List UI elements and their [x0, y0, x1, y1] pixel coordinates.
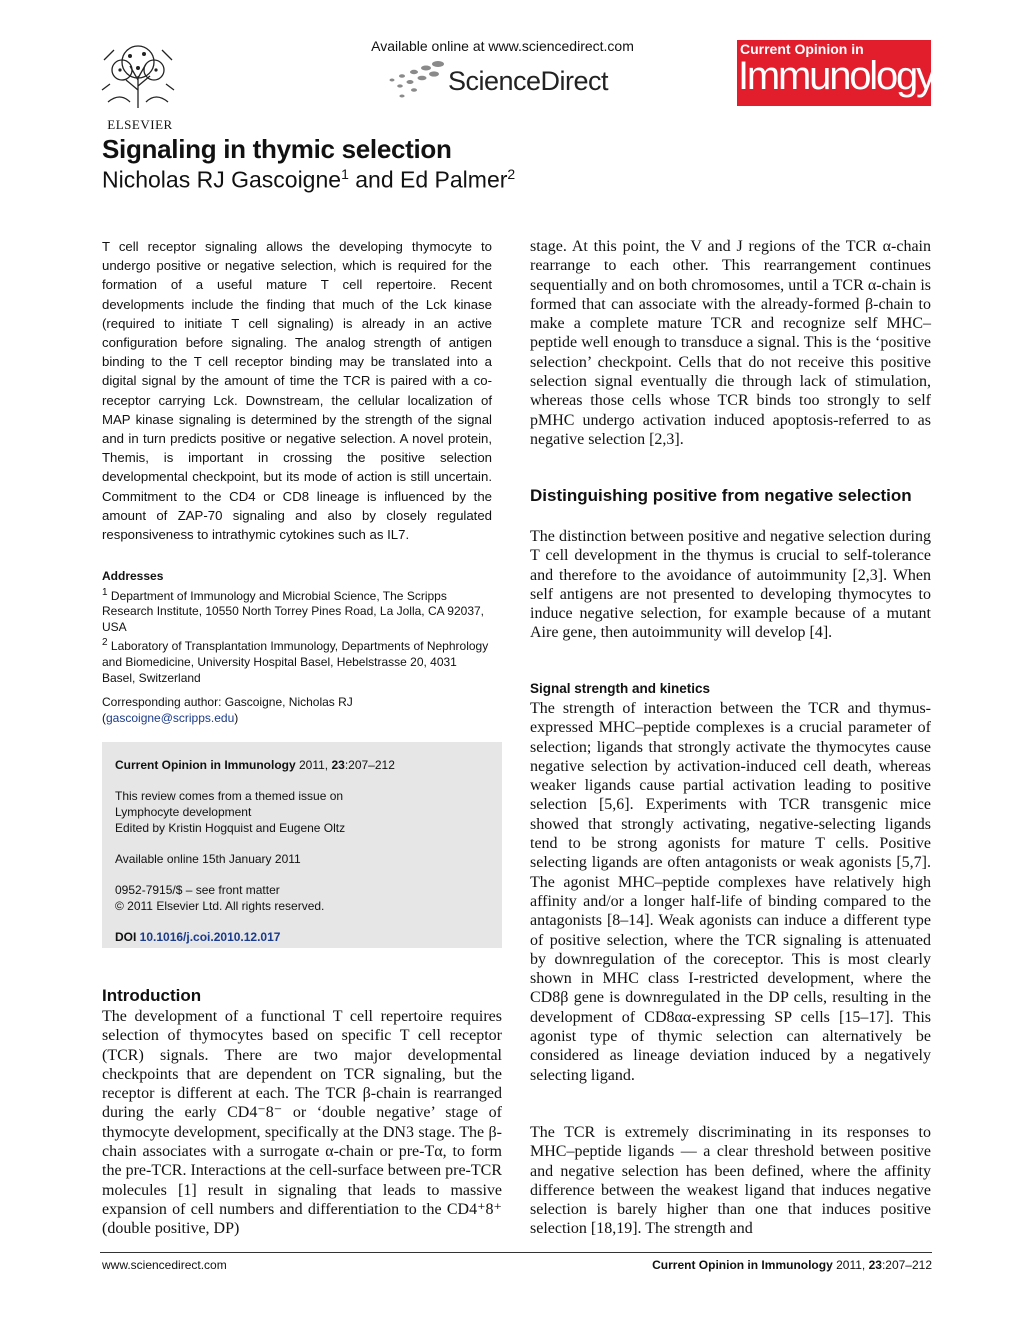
citation	[115, 757, 490, 773]
elsevier-logo	[100, 40, 180, 132]
publisher-name: ELSEVIER	[107, 117, 173, 132]
addresses	[102, 569, 492, 686]
available-date: Available online 15th January 2011	[115, 852, 301, 866]
positive-selection-paragraph: stage. At this point, the V and J regions of the TCR α-chain rearrange to each other. This rearrangement continues sequentially and on both chromosomes, until a TCR α-chain is formed that can associate with the already-formed β-chain to make a complete mature TCR and recognize self MHC–peptide well enough to transduce a signal. This is the ‘positive selection’ checkpoint. Cells that do not receive this positive selection signal eventually die through lack of stimulation, whereas those cells whose TCR binds too strongly to self pMHC undergo activation induced apoptosis-referred to as negative selection [2,3].	[530, 238, 931, 448]
copyright: © 2011 Elsevier Ltd. All rights reserved.	[115, 899, 325, 913]
article-title: Signaling in thymic selection	[102, 134, 452, 164]
citation-year: 2011,	[295, 758, 332, 772]
address-1	[102, 585, 492, 636]
journal-logo-line2: Immunology	[738, 54, 934, 98]
journal-logo-line1: Current Opinion in	[740, 41, 864, 57]
footer-pages: :207–212	[881, 1258, 932, 1272]
corresponding-author	[102, 695, 492, 726]
introduction-heading: Introduction	[102, 986, 202, 1005]
copyright-block	[115, 882, 490, 914]
issn: 0952-7915/$ – see front matter	[115, 883, 280, 897]
article-authors	[102, 166, 515, 194]
themed-line-1: This review comes from a themed issue on	[115, 789, 344, 803]
footer-citation	[640, 1258, 932, 1272]
address-2-sup: 2	[102, 637, 108, 649]
doi-link[interactable]: 10.1016/j.coi.2010.12.017	[139, 930, 281, 944]
subsection-heading-signal-strength: Signal strength and kinetics	[530, 681, 711, 696]
available-online-text[interactable]: Available online at www.sciencedirect.com	[371, 38, 634, 54]
footer-journal: Current Opinion in Immunology	[652, 1258, 833, 1272]
corresponding-email-link[interactable]: gascoigne@scripps.edu	[106, 710, 235, 725]
distinguishing-paragraph: The distinction between positive and negative selection during T cell development in the thymus is crucial to self-tolerance and therefore to the avoidance of autoimmunity [2,3]. When self antigens are not presented to developing thymocytes to induce negative selection, for example because of a mutant Aire gene, then autoimmunity will develop [4].	[530, 528, 931, 642]
sciencedirect-dots-icon	[388, 60, 446, 102]
footer-website[interactable]: www.sciencedirect.com	[102, 1258, 227, 1272]
elsevier-tree-icon	[100, 40, 176, 110]
corresponding-label: Corresponding author: Gascoigne, Nicholas RJ	[102, 695, 353, 709]
section-heading-distinguishing: Distinguishing positive from negative selection	[530, 486, 912, 505]
author-1-affiliation: 1	[341, 166, 349, 182]
abstract: T cell receptor signaling allows the developing thymocyte to undergo positive or negative selection, which is required for the formation of a useful mature T cell repertoire. Recent developments include the finding that much of the Lck kinase (required to initiate T cell signaling) is already in an active configuration before signaling. The analog strength of antigen binding to the T cell receptor binding may be translated into a digital signal by the amount of time the TCR is paired with a co-receptor carrying Lck. Downstream, the cellular localization of MAP kinase signaling is determined by the strength of the signal and in turn predicts positive or negative selection. A novel protein, Themis, is important in crossing the positive selection developmental checkpoint, but its mode of action is still uncertain. Commitment to the CD4 or CD8 lineage is influenced by the amount of ZAP-70 signaling and also by closely regulated responsiveness to intrathymic cytokines such as IL7.	[102, 239, 492, 543]
journal-logo	[737, 40, 934, 106]
author-1: Nicholas RJ Gascoigne	[102, 166, 342, 193]
footer-volume: 23	[868, 1258, 882, 1272]
address-1-sup: 1	[102, 586, 108, 598]
author-2-affiliation: 2	[507, 166, 516, 182]
address-2-text: Laboratory of Transplantation Immunology, Departments of Nephrology and Biomedicine, University Hospital Basel, Hebelstrasse 20, 4031 Basel, Switzerland	[102, 639, 489, 685]
sciencedirect-wordmark: ScienceDirect	[448, 66, 609, 96]
footer-year: 2011,	[832, 1258, 869, 1272]
signal-strength-paragraph: The strength of interaction between the TCR and thymus-expressed MHC–peptide complexes is a crucial parameter of selection; ligands that strongly activate the thymocytes cause negative selection by activation-induced cell death, whereas weaker ligands cause partial activation leading to positive selection [5,6]. Experiments with TCR transgenic mice showed that strongly activating, negative-selecting ligands tend to be strong agonists for mature T cells. Positive selecting ligands are often antagonists or weak agonists [5,7]. The agonist MHC–peptide complexes have relatively high affinity and/or a longer half-life of binding compared to the antagonists [8–14]. Weak agonists can induce a different type of positive selection, where the TCR signaling is attenuated by downregulation of the coreceptor. This is most clearly shown in MHC class I-restricted development, where the CD8β gene is downregulated in the DP cells, resulting in the development of CD8αα-expressing SP cells [15–17]. This agonist type of thymic selection can alternatively be considered as lineage deviation induced by a negatively selecting ligand.	[530, 700, 931, 1084]
themed-line-3: Edited by Kristin Hogquist and Eugene Oltz	[115, 821, 346, 835]
sciencedirect-logo[interactable]	[388, 60, 648, 102]
themed-line-2: Lymphocyte development	[115, 805, 252, 819]
themed-issue	[115, 788, 490, 836]
doi-line	[115, 929, 490, 945]
footer-rule	[100, 1252, 932, 1253]
author-2: and Ed Palmer	[348, 166, 508, 193]
corresponding-email-wrap: (gascoigne@scripps.edu)	[102, 710, 239, 725]
address-1-text: Department of Immunology and Microbial Science, The Scripps Research Institute, 10550 North Torrey Pines Road, La Jolla, CA 92037, USA	[102, 588, 485, 634]
citation-volume: 23	[331, 758, 345, 772]
address-2	[102, 635, 492, 686]
citation-pages: :207–212	[344, 758, 395, 772]
introduction-paragraph: The development of a functional T cell repertoire requires selection of thymocytes based on specific T cell receptor (TCR) signals. There are two major developmental checkpoints that are dependent on TCR signaling, but the receptor is different at each. The TCR β-chain is rearranged during the early CD4⁻8⁻ or ‘double negative’ stage of thymocyte development, specifically at the DN3 stage. The β-chain associates with a surrogate α-chain or pre-Tα, to form the pre-TCR. Interactions at the cell-surface between pre-TCR molecules [1] result in signaling that leads to massive expansion of cell numbers and differentiation to the CD4⁺8⁺ (double positive, DP)	[102, 1008, 502, 1238]
addresses-heading: Addresses	[102, 569, 164, 583]
threshold-paragraph: The TCR is extremely discriminating in its responses to MHC–peptide ligands — a clear threshold between positive and negative selection has been defined, where the affinity difference between the weakest ligand that induces negative selection is barely higher than one that induces positive selection [18,19]. The strength and	[530, 1124, 931, 1238]
doi-label: DOI	[115, 930, 140, 944]
citation-journal: Current Opinion in Immunology	[115, 758, 296, 772]
article-info-box	[102, 742, 502, 948]
